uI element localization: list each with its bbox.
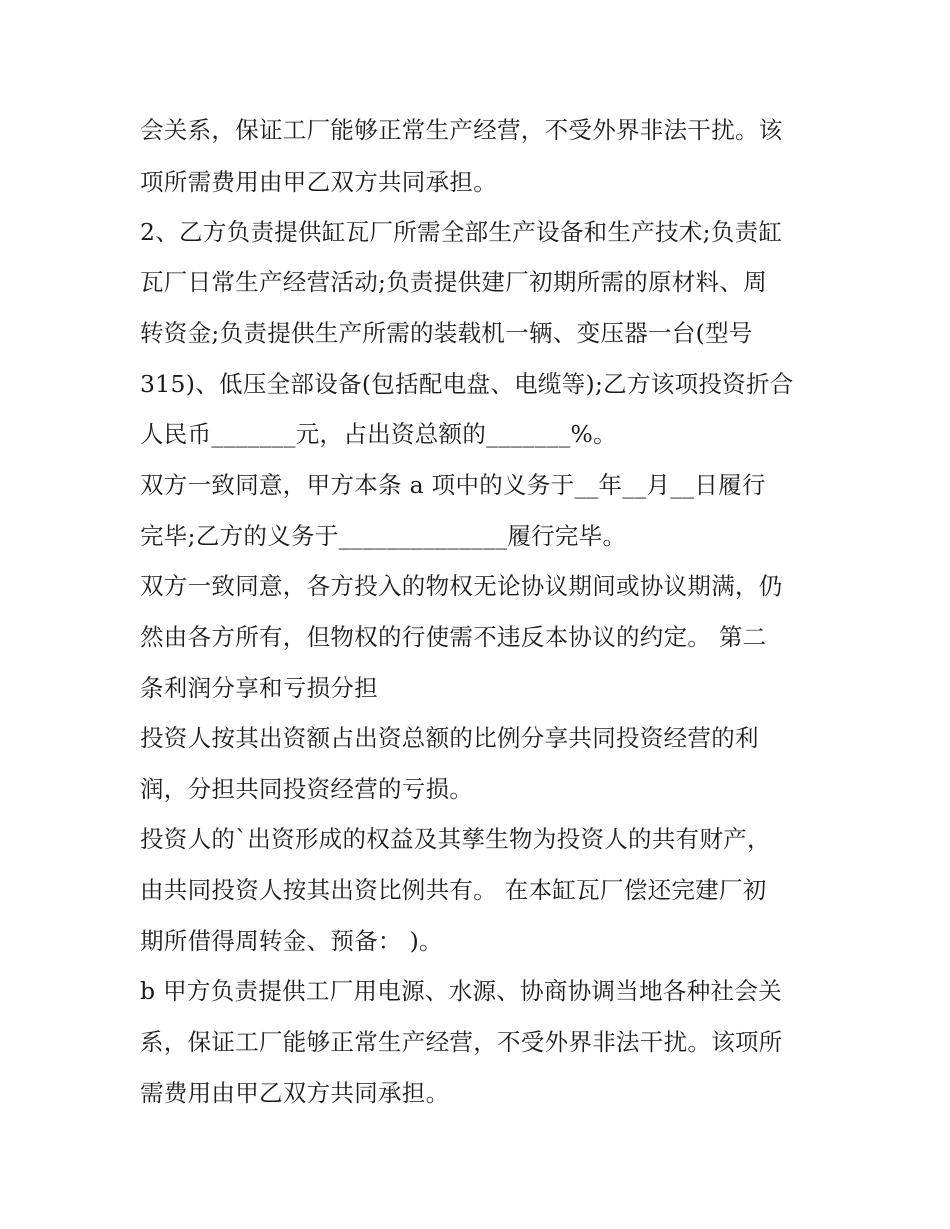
text-line: 转资金;负责提供生产所需的装载机一辆、变压器一台(型号 [140, 319, 753, 347]
text-line: 投资人按其出资额占出资总额的比例分享共同投资经营的利 [140, 724, 759, 752]
text-line: 2、乙方负责提供缸瓦厂所需全部生产设备和生产技术;负责缸 [140, 218, 783, 246]
text-line: 期所借得周转金、预备： )。 [140, 927, 443, 955]
text-line: 315)、低压全部设备(包括配电盘、电缆等);乙方该项投资折合 [140, 370, 794, 398]
text-line: 系，保证工厂能够正常生产经营，不受外界非法干扰。该项所 [140, 1028, 783, 1056]
text-line: 然由各方所有，但物权的行使需不违反本协议的约定。 第二 [140, 623, 767, 651]
text-line: 完毕;乙方的义务于______________履行完毕。 [140, 522, 627, 550]
text-line: 会关系，保证工厂能够正常生产经营，不受外界非法干扰。该 [140, 116, 783, 144]
text-line: 由共同投资人按其出资比例共有。 在本缸瓦厂偿还完建厂初 [140, 876, 767, 904]
text-line: 双方一致同意，各方投入的物权无论协议期间或协议期满，仍 [140, 572, 783, 600]
text-line: 人民币_______元，占出资总额的_______%。 [140, 420, 617, 448]
text-line: 双方一致同意，甲方本条 a 项中的义务于__年__月__日履行 [140, 471, 766, 499]
text-line: 润，分担共同投资经营的亏损。 [140, 775, 474, 803]
text-line: 需费用由甲乙双方共同承担。 [140, 1079, 450, 1107]
text-line: 瓦厂日常生产经营活动;负责提供建厂初期所需的原材料、周 [140, 268, 768, 296]
text-line: 投资人的`出资形成的权益及其孳生物为投资人的共有财产， [140, 825, 771, 853]
text-line: 项所需费用由甲乙双方共同承担。 [140, 168, 497, 196]
text-line: b 甲方负责提供工厂用电源、水源、协商协调当地各种社会关 [140, 977, 782, 1005]
text-line: 条利润分享和亏损分担 [140, 674, 378, 702]
